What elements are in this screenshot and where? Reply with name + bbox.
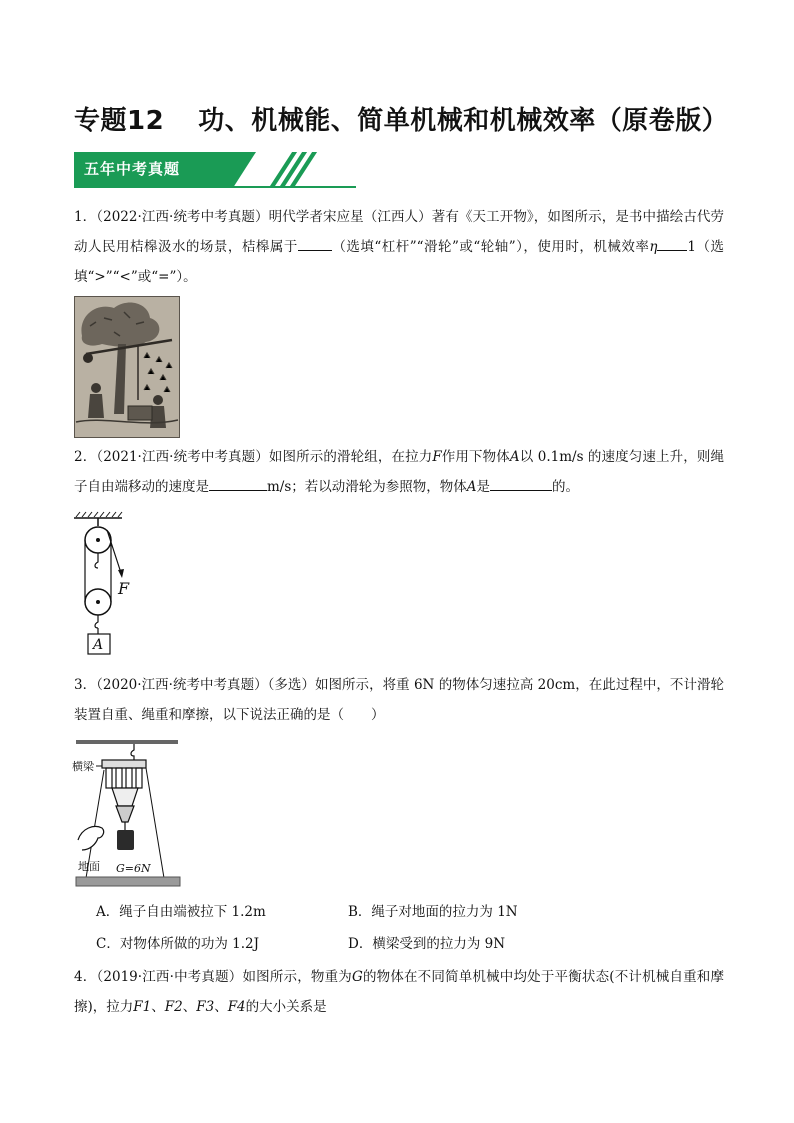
section-banner <box>74 152 356 188</box>
banner-underline <box>74 186 356 188</box>
answer-blank[interactable] <box>657 236 687 251</box>
answer-blank[interactable] <box>298 236 332 251</box>
pulley-system-diagram <box>72 510 142 656</box>
topic-title: 功、机械能、简单机械和机械效率（原卷版） <box>198 106 729 136</box>
ground-label: 地面 <box>78 860 100 873</box>
well-sweep-illustration <box>74 296 180 438</box>
question-2: 2．（2021·江西·统考中考真题）如图所示的滑轮组，在拉力F作用下物体A以 0.1m/s 的速度匀速上升，则绳子自由端移动的速度是 m/s；若以动滑轮为参照物，物体A是 的。 <box>74 449 724 495</box>
option-b[interactable]: B．绳子对地面的拉力为 1N <box>348 904 518 920</box>
question-4: 4．（2019·江西·中考真题）如图所示，物重为G的物体在不同简单机械中均处于平衡状态(不计机械自重和摩擦)，拉力F1、F2、F3、F4的大小关系是 <box>74 969 724 1015</box>
option-a[interactable]: A．绳子自由端被拉下 1.2m <box>96 904 266 920</box>
option-c[interactable]: C．对物体所做的功为 1.2J <box>96 936 260 952</box>
question-3: 3．（2020·江西·统考中考真题）（多选）如图所示，将重 6N 的物体匀速拉高 20cm，在此过程中，不计滑轮装置自重、绳重和摩擦，以下说法正确的是（ ） <box>74 677 724 723</box>
beam-label: 横梁 <box>72 760 94 773</box>
beam-pulley-diagram <box>72 740 184 888</box>
page-title <box>74 100 754 137</box>
banner-label: 五年中考真题 <box>84 160 181 178</box>
topic-number: 专题12 <box>74 106 165 136</box>
option-d[interactable]: D．横梁受到的拉力为 9N <box>348 936 506 952</box>
answer-blank[interactable] <box>209 476 267 491</box>
answer-blank[interactable] <box>490 476 552 491</box>
weight-label: G=6N <box>116 862 151 875</box>
question-1: 1．（2022·江西·统考中考真题）明代学者宋应星（江西人）著有《天工开物》，如图所示，是书中描绘古代劳动人民用桔槔汲水的场景，桔槔属于 （选填“杠杆”“滑轮”或“轮轴”），使用时，机械效率η 1（选填“>”“<”或“=”）。 <box>74 209 724 285</box>
block-a-label: A <box>93 637 104 653</box>
force-f-label: F <box>118 579 130 598</box>
